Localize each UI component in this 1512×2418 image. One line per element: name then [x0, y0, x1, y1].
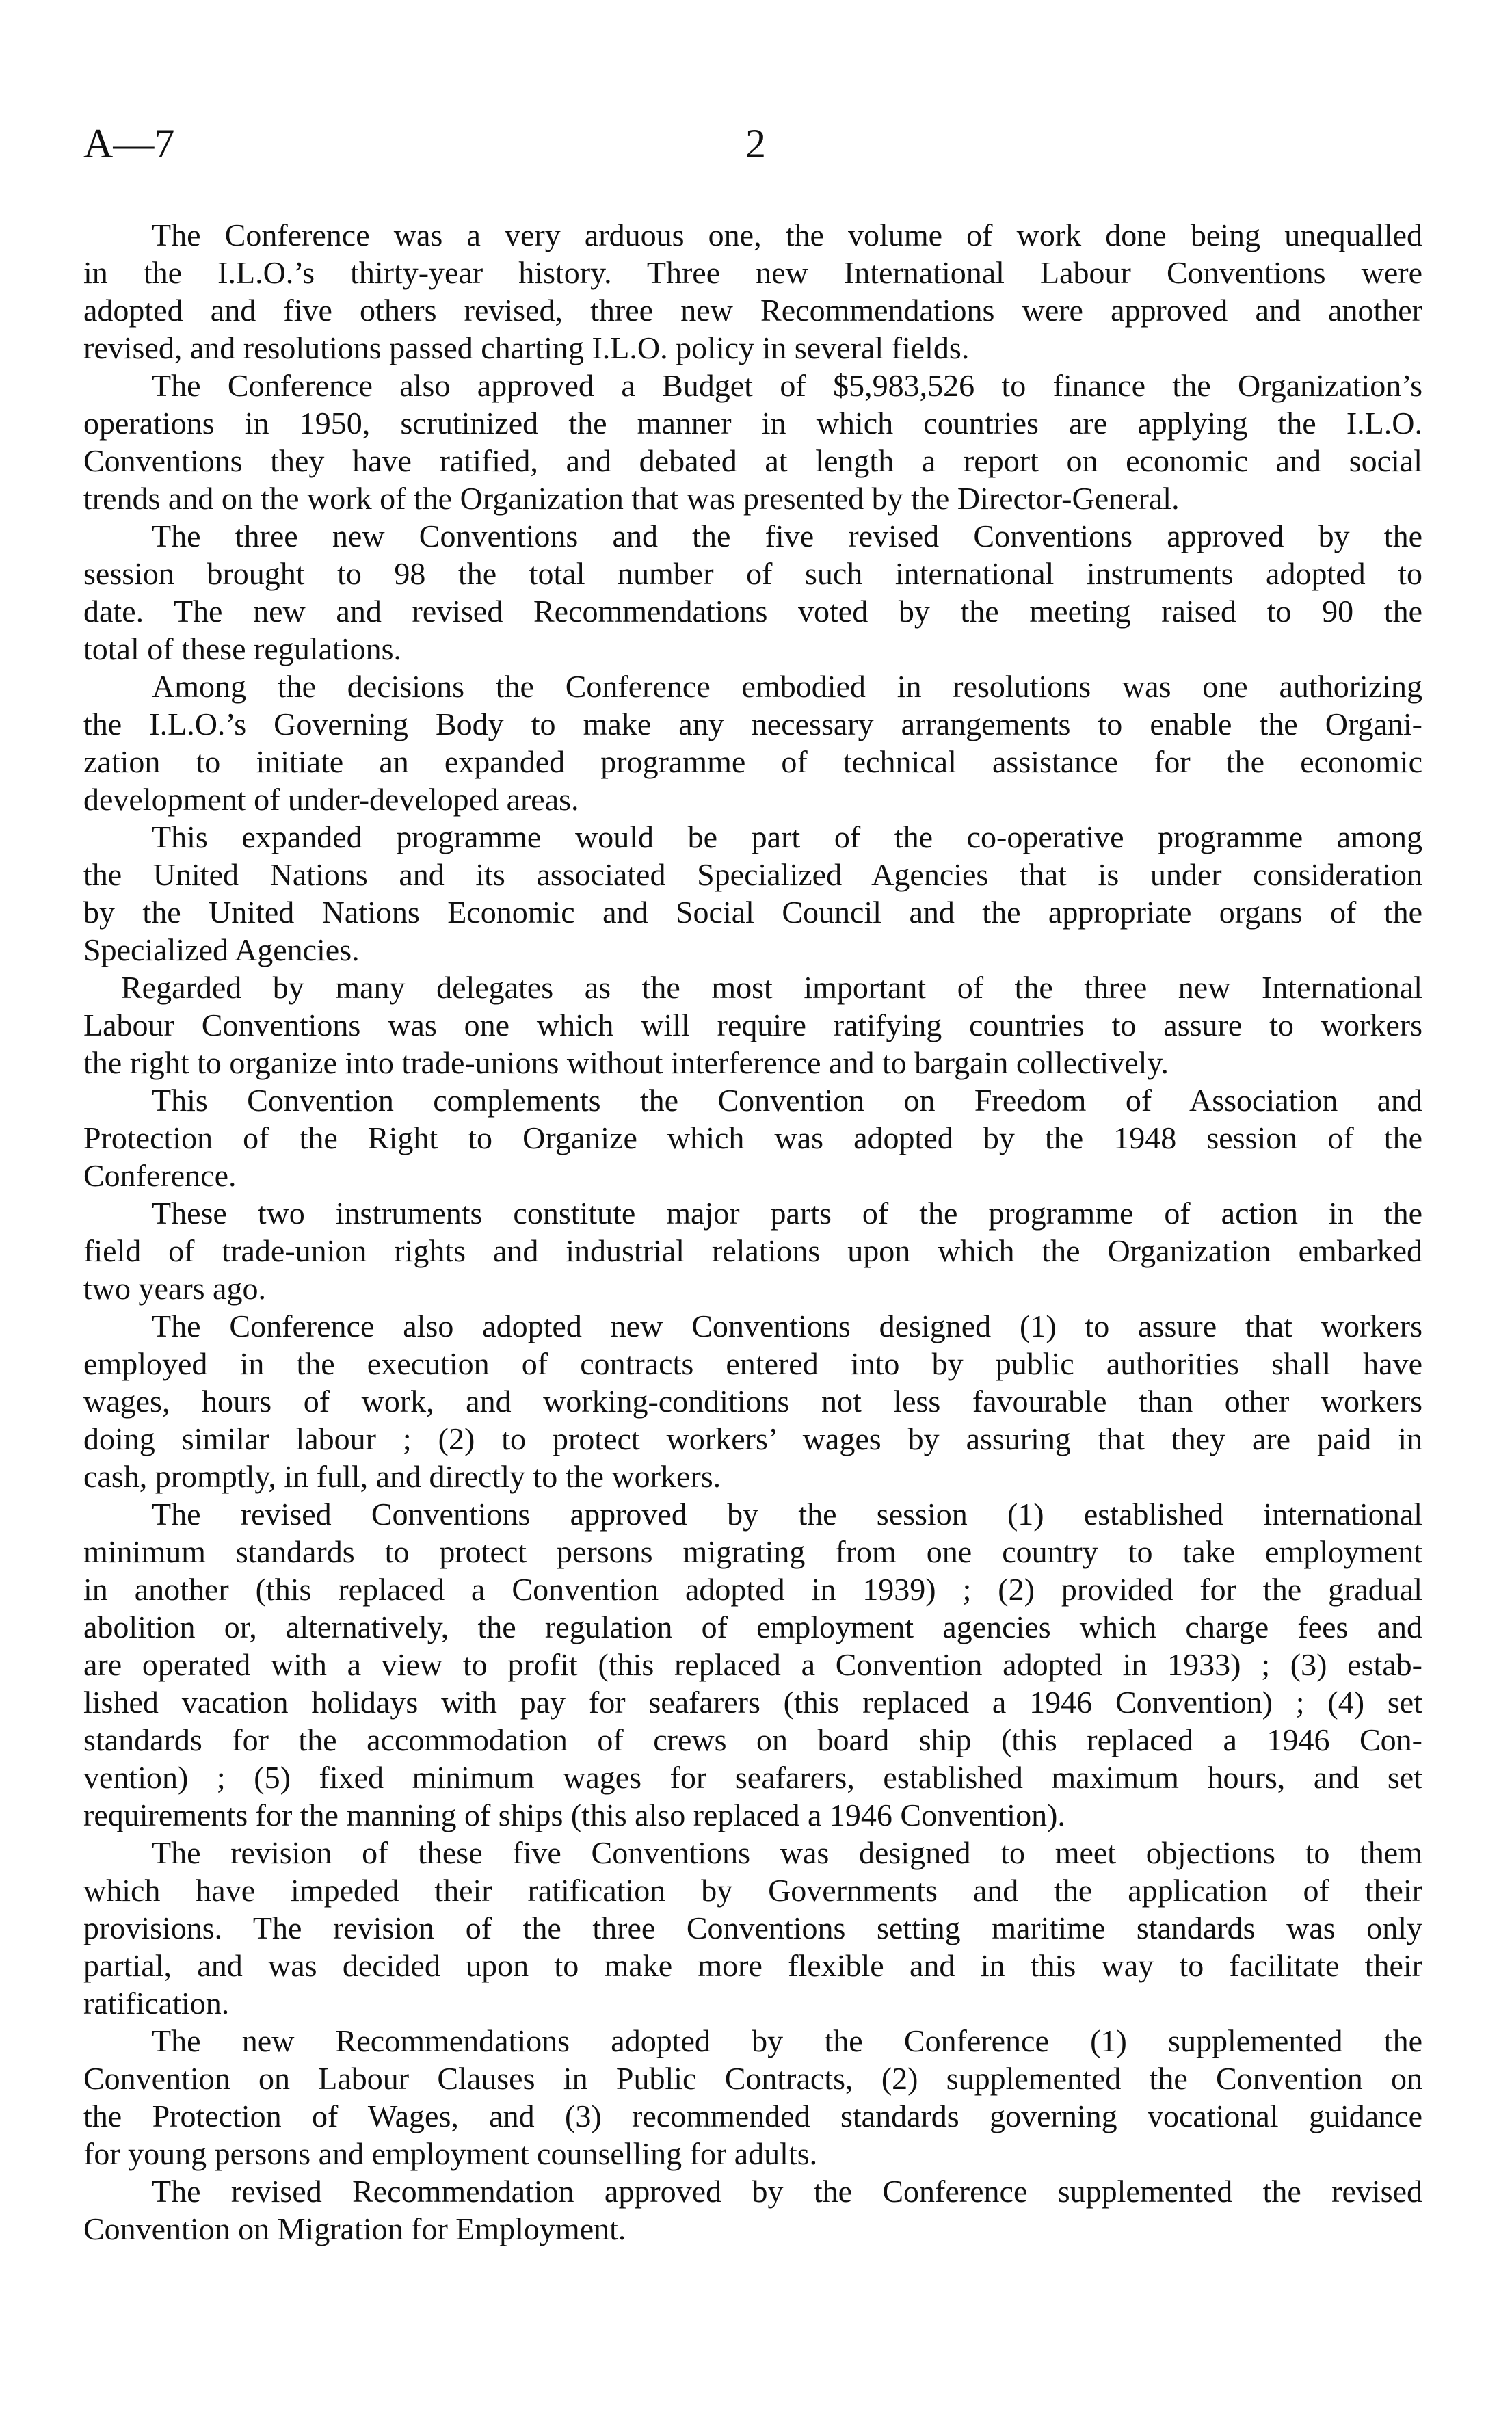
paragraph: [83, 1307, 1422, 1495]
text-line: lished vacation holidays with pay for seafarers (this replaced a 1946 Convention) ; (4) set: [83, 1685, 1422, 1720]
paragraph: [83, 1495, 1422, 1834]
text-line: adopted and five others revised, three new Recommendations were approved and another: [83, 293, 1422, 328]
text-line: The revised Conventions approved by the session (1) established international: [152, 1497, 1422, 1532]
text-line: development of under-developed areas.: [83, 782, 579, 817]
text-line: the I.L.O.’s Governing Body to make any necessary arrangements to enable the Organi-: [83, 707, 1422, 741]
text-line: trends and on the work of the Organization that was presented by the Director-General.: [83, 481, 1180, 516]
document-body: [83, 216, 1422, 2248]
text-line: Specialized Agencies.: [83, 932, 360, 967]
text-line: in another (this replaced a Convention adopted in 1939) ; (2) provided for the gradual: [83, 1572, 1422, 1607]
text-line: the United Nations and its associated Specialized Agencies that is under consideration: [83, 857, 1422, 892]
text-line: date. The new and revised Recommendations voted by the meeting raised to 90 the: [83, 594, 1422, 629]
text-line: zation to initiate an expanded programme of technical assistance for the economic: [83, 744, 1422, 779]
text-line: The Conference also adopted new Conventions designed (1) to assure that workers: [152, 1309, 1422, 1343]
text-line: Conference.: [83, 1158, 237, 1193]
text-line: doing similar labour ; (2) to protect workers’ wages by assuring that they are paid in: [83, 1421, 1422, 1456]
paragraph: [83, 969, 1422, 1081]
text-line: employed in the execution of contracts entered into by public authorities shall have: [83, 1346, 1422, 1381]
paragraph: [83, 1194, 1422, 1307]
text-line: The revision of these five Conventions was designed to meet objections to them: [152, 1835, 1422, 1870]
text-line: are operated with a view to profit (this replaced a Convention adopted in 1933) ; (3) estab-: [83, 1647, 1422, 1682]
text-line: total of these regulations.: [83, 631, 401, 666]
text-line: partial, and was decided upon to make more flexible and in this way to facilitate their: [83, 1948, 1422, 1983]
text-line: vention) ; (5) fixed minimum wages for seafarers, established maximum hours, and set: [83, 1760, 1422, 1795]
text-line: operations in 1950, scrutinized the manner in which countries are applying the I.L.O.: [83, 406, 1422, 441]
text-line: two years ago.: [83, 1271, 266, 1306]
text-line: Labour Conventions was one which will require ratifying countries to assure to workers: [83, 1008, 1422, 1042]
text-line: These two instruments constitute major parts of the programme of action in the: [152, 1196, 1422, 1231]
text-line: The Conference also approved a Budget of $5,983,526 to finance the Organization’s: [152, 368, 1422, 403]
paragraph: [83, 818, 1422, 969]
text-line: Protection of the Right to Organize which was adopted by the 1948 session of the: [83, 1120, 1422, 1155]
text-line: abolition or, alternatively, the regulation of employment agencies which charge fees and: [83, 1609, 1422, 1644]
text-line: revised, and resolutions passed charting I.L.O. policy in several fields.: [83, 330, 970, 365]
text-line: by the United Nations Economic and Social Council and the appropriate organs of the: [83, 895, 1422, 930]
paragraph: [83, 668, 1422, 818]
text-line: which have impeded their ratification by Governments and the application of their: [83, 1873, 1422, 1908]
text-line: minimum standards to protect persons migrating from one country to take employment: [83, 1534, 1422, 1569]
text-line: The Conference was a very arduous one, the volume of work done being unequalled: [152, 218, 1422, 252]
text-line: wages, hours of work, and working-conditions not less favourable than other workers: [83, 1384, 1422, 1419]
text-line: requirements for the manning of ships (this also replaced a 1946 Convention).: [83, 1798, 1065, 1832]
text-line: field of trade-union rights and industrial relations upon which the Organization embarked: [83, 1233, 1422, 1268]
paragraph: [83, 1081, 1422, 1194]
text-line: for young persons and employment counselling for adults.: [83, 2136, 818, 2171]
paragraph: [83, 2172, 1422, 2248]
text-line: The three new Conventions and the five revised Conventions approved by the: [152, 518, 1422, 553]
text-line: Convention on Migration for Employment.: [83, 2211, 626, 2246]
text-line: ratification.: [83, 1986, 230, 2021]
section-reference: A—7: [83, 121, 175, 166]
text-line: the right to organize into trade-unions without interference and to bargain collectively.: [83, 1045, 1169, 1080]
text-line: This expanded programme would be part of the co-operative programme among: [152, 819, 1422, 854]
text-line: session brought to 98 the total number of such international instruments adopted to: [83, 556, 1422, 591]
text-line: provisions. The revision of the three Conventions setting maritime standards was only: [83, 1910, 1422, 1945]
text-line: The revised Recommendation approved by the Conference supplemented the revised: [152, 2174, 1422, 2209]
text-line: Among the decisions the Conference embodied in resolutions was one authorizing: [152, 669, 1422, 704]
text-line: the Protection of Wages, and (3) recommended standards governing vocational guidance: [83, 2099, 1422, 2133]
text-line: cash, promptly, in full, and directly to the workers.: [83, 1459, 721, 1494]
paragraph: [83, 2022, 1422, 2172]
text-line: Convention on Labour Clauses in Public Contracts, (2) supplemented the Convention on: [83, 2061, 1422, 2096]
text-line: Conventions they have ratified, and debated at length a report on economic and social: [83, 443, 1422, 478]
paragraph: [83, 1834, 1422, 2022]
paragraph: [83, 216, 1422, 367]
text-line: This Convention complements the Convention on Freedom of Association and: [152, 1083, 1422, 1118]
text-line: in the I.L.O.’s thirty-year history. Three new International Labour Conventions were: [83, 255, 1422, 290]
text-line: Regarded by many delegates as the most important of the three new International: [121, 970, 1422, 1005]
text-line: The new Recommendations adopted by the Conference (1) supplemented the: [152, 2023, 1422, 2058]
page-number: 2: [745, 121, 766, 166]
paragraph: [83, 367, 1422, 517]
text-line: standards for the accommodation of crews on board ship (this replaced a 1946 Con-: [83, 1722, 1422, 1757]
paragraph: [83, 517, 1422, 668]
